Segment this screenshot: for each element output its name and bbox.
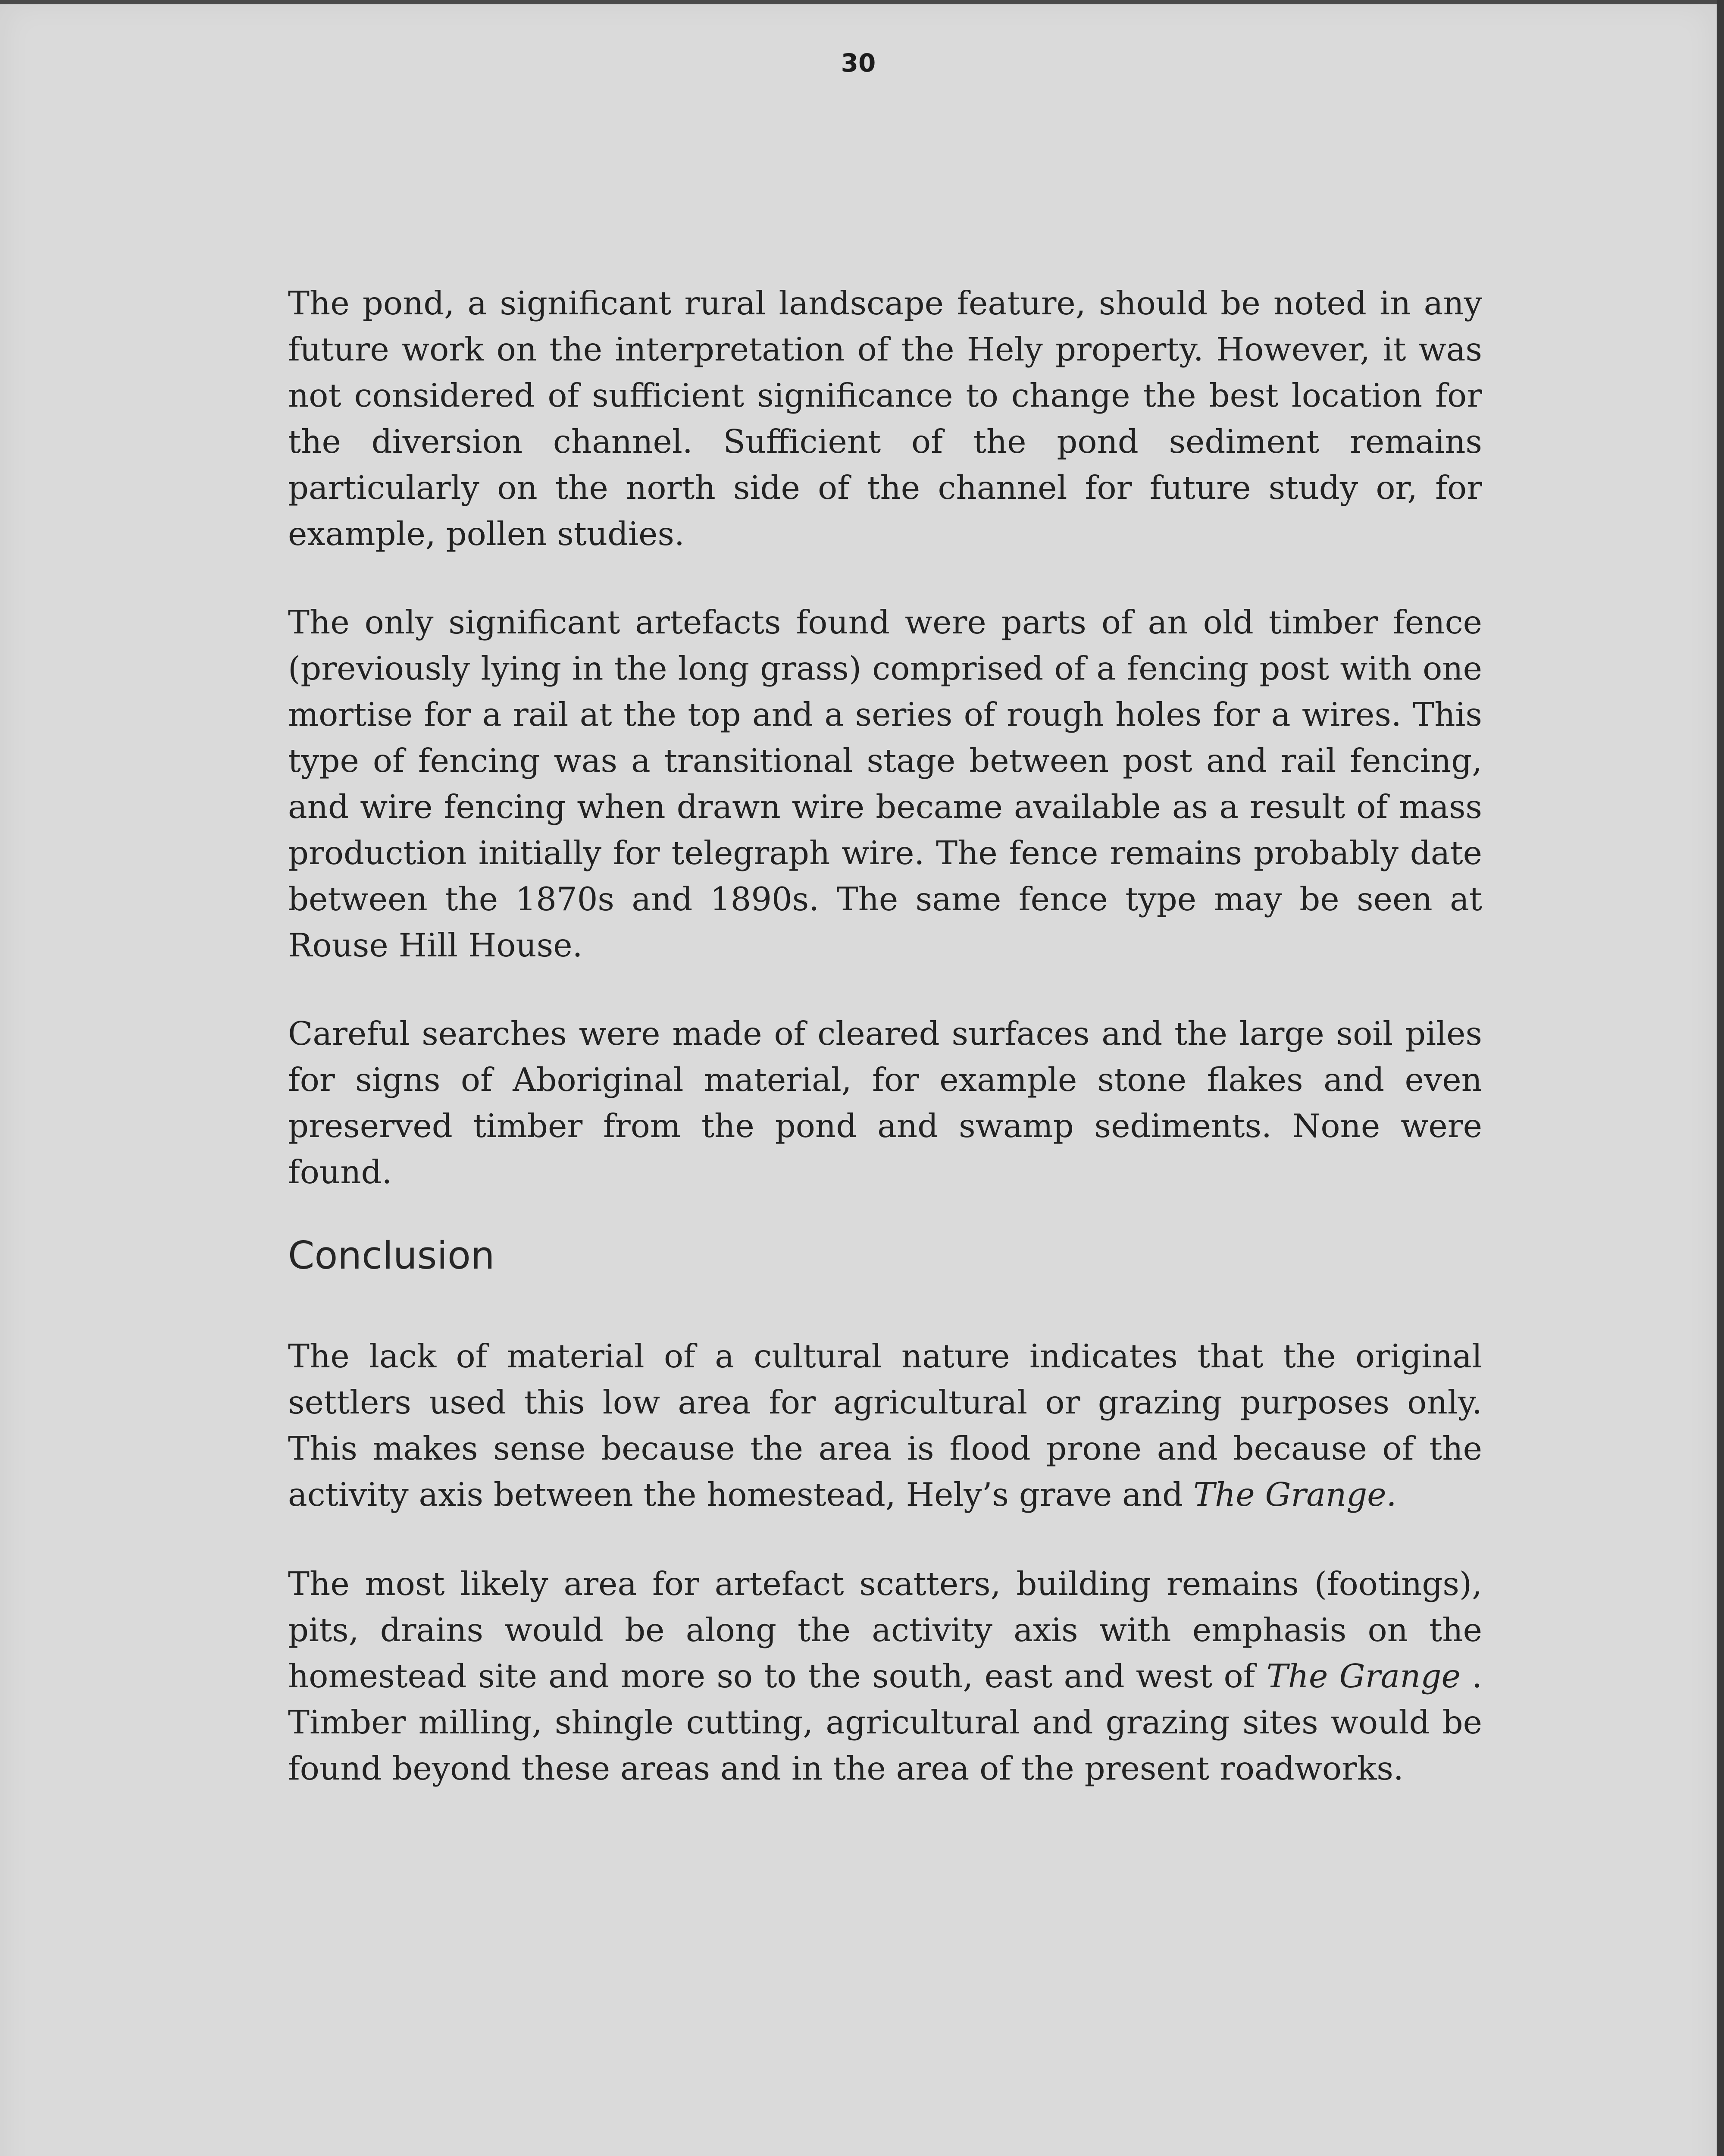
paragraph-aboriginal-search: Careful searches were made of cleared surfaces and the large soil piles for signs of Aboriginal material, for example stone flakes and even preserved timber from the pond and swamp sediments. None were found. <box>288 1015 1482 1191</box>
italic-title-the-grange: The Grange. <box>1193 1476 1397 1514</box>
italic-title-the-grange: The Grange <box>1266 1657 1461 1695</box>
scan-top-edge <box>0 0 1717 4</box>
paragraph-text: The lack of material of a cultural nature indicates that the original settlers used this low area for agricultural or grazing purposes only. This makes sense because the area is flood prone and because of the activity axis between the homestead, Hely’s grave and <box>288 1337 1482 1514</box>
paragraph-artefacts: The only significant artefacts found were parts of an old timber fence (previously lying in the long grass) comprised of a fencing post with one mortise for a rail at the top and a series of rough holes for a wires. This type of fencing was a transitional stage between post and rail fencing, and wire fencing when drawn wire became available as a result of mass production initially for telegraph wire. The fence remains probably date between the 1870s and 1890s. The same fence type may be seen at Rouse Hill House. <box>288 603 1482 964</box>
section-heading-conclusion: Conclusion <box>288 1233 495 1278</box>
document-body <box>288 280 1482 1792</box>
paragraph-conclusion-2 <box>288 1561 1482 1792</box>
paragraph-text: . Timber milling, shingle cutting, agricultural and grazing sites would be found beyond these areas and in the area of the present roadworks. <box>288 1657 1482 1787</box>
page-number: 30 <box>841 48 876 78</box>
paragraph-pond: The pond, a significant rural landscape feature, should be noted in any future work on the interpretation of the Hely property. However, it was not considered of sufficient significance to change the best location for the diversion channel. Sufficient of the pond sediment remains particularly on the north side of the channel for future study or, for example, pollen studies. <box>288 284 1482 553</box>
scan-right-edge <box>1717 0 1724 2156</box>
paragraph-conclusion-1 <box>288 1333 1482 1518</box>
paragraph-text: The most likely area for artefact scatters, building remains (footings), pits, drains would be along the activity axis with emphasis on the homestead site and more so to the south, east and west of <box>288 1565 1482 1695</box>
